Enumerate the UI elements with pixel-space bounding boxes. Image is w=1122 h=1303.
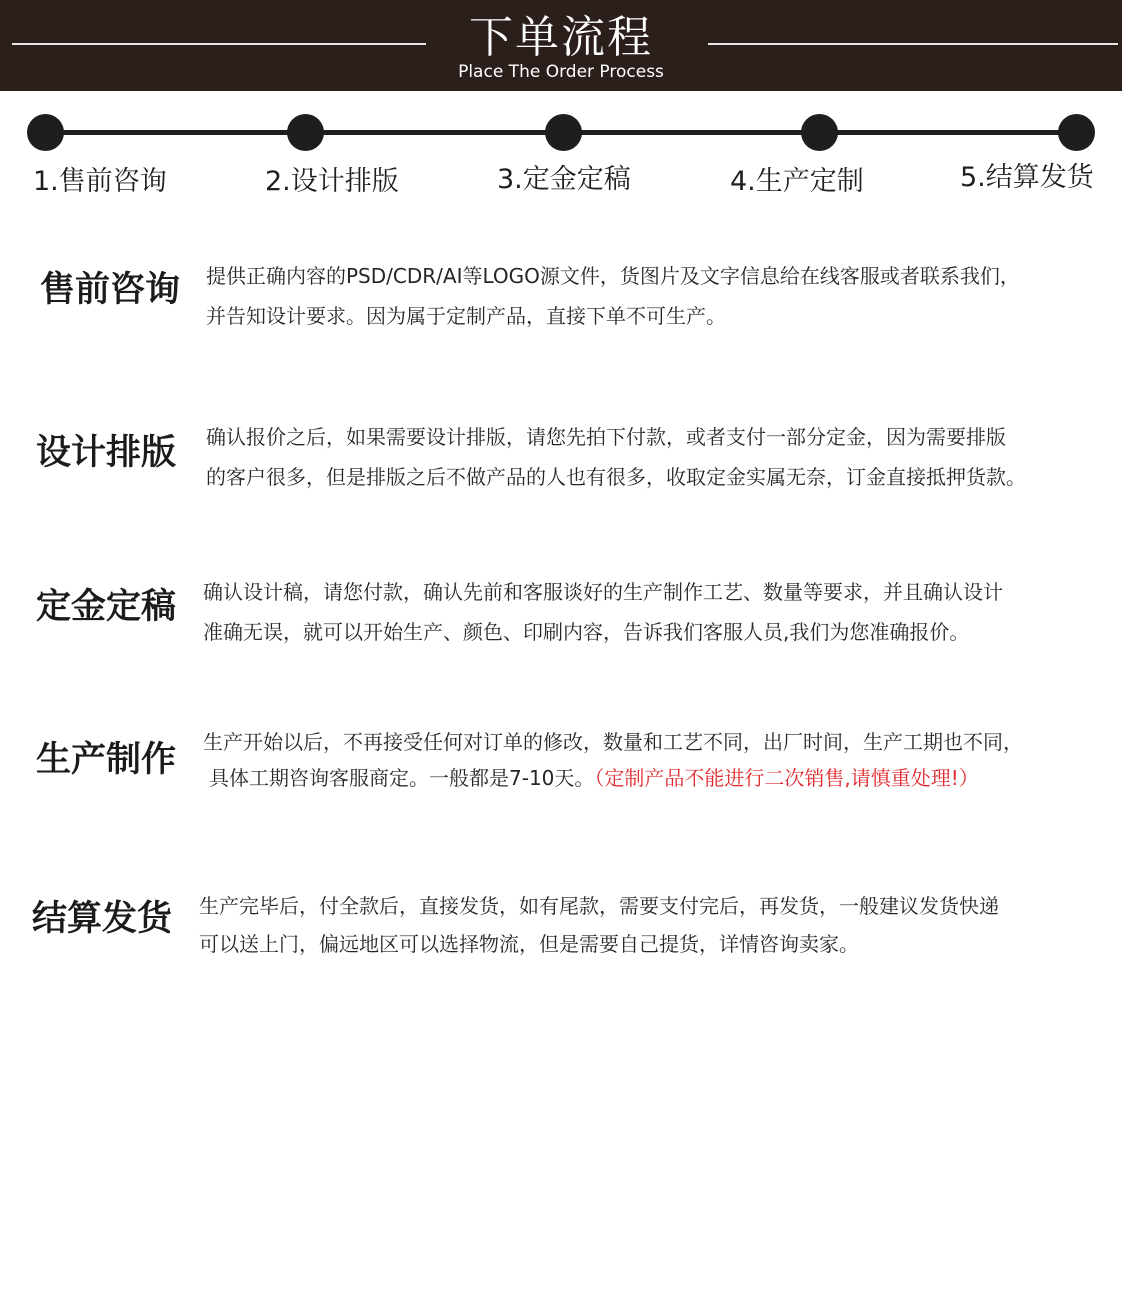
header-banner [0,0,1122,91]
section-description [206,256,1106,336]
step-label-5: 5.结算发货 [960,162,1094,193]
section-line-1: 生产完毕后，付全款后，直接发货，如有尾款，需要支付完后，再发货，一般建议发货快递 [199,894,999,918]
section-line-1: 生产开始以后，不再接受任何对订单的修改，数量和工艺不同，出厂时间，生产工期也不同， [203,730,1023,754]
step-label-2: 2.设计排版 [265,166,399,197]
process-timeline [0,110,1122,210]
warning-note: （定制产品不能进行二次销售,请慎重处理!） [594,766,979,790]
section-line-2: 并告知设计要求。因为属于定制产品，直接下单不可生产。 [206,304,726,328]
timeline-dot-3 [545,114,582,151]
timeline-dot-2 [287,114,324,151]
timeline-dot-5 [1058,114,1095,151]
step-label-3: 3.定金定稿 [497,164,631,195]
section-line-2: 的客户很多，但是排版之后不做产品的人也有很多，收取定金实属无奈，订金直接抵押货款。 [206,465,1026,489]
timeline-dot-4 [801,114,838,151]
section-heading: 售前咨询 [40,270,181,310]
section-description [203,572,1103,652]
timeline-dot-1 [27,114,64,151]
section-heading: 结算发货 [32,899,173,939]
section-line-1: 确认报价之后，如果需要设计排版，请您先拍下付款，或者支付一部分定金，因为需要排版 [206,425,1006,449]
step-label-1: 1.售前咨询 [33,166,167,197]
step-label-4: 4.生产定制 [730,166,864,197]
section-heading: 设计排版 [36,433,177,473]
section-line-1: 确认设计稿，请您付款，确认先前和客服谈好的生产制作工艺、数量等要求，并且确认设计 [203,580,1003,604]
section-line-2-text: 具体工期咨询客服商定。一般都是7-10天。 [209,766,595,790]
section-line-2 [203,760,1103,796]
section-line-1: 提供正确内容的PSD/CDR/AI等LOGO源文件，货图片及文字信息给在线客服或者联系我们， [206,264,1020,288]
section-heading: 定金定稿 [36,587,177,627]
page-title: 下单流程 [469,12,653,63]
section-description [203,724,1103,796]
section-heading: 生产制作 [36,740,177,780]
section-description [199,887,1099,963]
page-subtitle: Place The Order Process [458,62,664,82]
section-line-2: 准确无误，就可以开始生产、颜色、印刷内容，告诉我们客服人员,我们为您准确报价。 [203,620,970,644]
section-description [206,417,1106,497]
section-line-2: 可以送上门，偏远地区可以选择物流，但是需要自己提货，详情咨询卖家。 [199,932,859,956]
